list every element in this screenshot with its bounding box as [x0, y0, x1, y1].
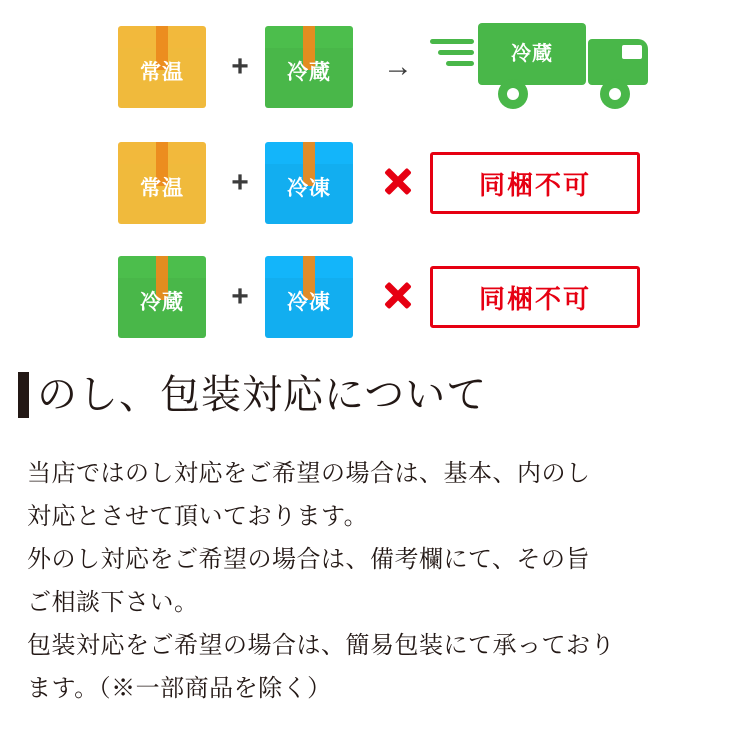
box-normal-temp: [118, 142, 206, 224]
box-label: 冷蔵: [287, 61, 331, 84]
section-heading: [18, 372, 487, 418]
not-combinable-label: 同梱不可: [478, 283, 591, 314]
box-label: 常温: [140, 61, 184, 84]
box-frozen: [265, 256, 353, 338]
plus-sign: +: [231, 50, 249, 83]
box-label: 冷凍: [287, 177, 331, 200]
box-label: 冷凍: [287, 291, 331, 314]
cross-mark-icon: [375, 278, 421, 317]
page-title: のし、包装対応について: [37, 373, 488, 417]
truck-label: 冷蔵: [511, 43, 553, 65]
cross-mark-icon: [375, 164, 421, 203]
matrix-row: [0, 12, 750, 122]
arrow-right-icon: →: [383, 50, 413, 83]
body-text: [27, 452, 727, 710]
not-combinable-plate: [430, 152, 640, 214]
truck-wheel: [498, 79, 528, 109]
truck-cab: [588, 39, 648, 85]
heading-accent-bar: [18, 372, 29, 418]
box-label: 冷蔵: [140, 291, 184, 314]
body-line: ご相談下さい。: [27, 589, 199, 616]
plus-sign: +: [231, 166, 249, 199]
shipping-combination-matrix: [0, 0, 750, 352]
not-combinable-plate: [430, 266, 640, 328]
body-line: ます。（※一部商品を除く）: [27, 675, 332, 702]
not-combinable-label: 同梱不可: [478, 169, 591, 200]
delivery-truck-icon: [430, 21, 660, 113]
speed-lines-icon: [430, 39, 476, 69]
box-normal-temp: [118, 26, 206, 108]
matrix-row: [0, 128, 750, 238]
body-line: 対応とさせて頂いております。: [27, 503, 369, 530]
truck-wheel: [600, 79, 630, 109]
body-line: 当店ではのし対応をご希望の場合は、基本、内のし: [27, 460, 591, 487]
box-chilled: [118, 256, 206, 338]
box-label: 常温: [140, 177, 184, 200]
truck-cargo: [478, 23, 586, 85]
box-chilled: [265, 26, 353, 108]
body-line: 包装対応をご希望の場合は、簡易包装にて承っており: [27, 632, 615, 659]
box-frozen: [265, 142, 353, 224]
plus-sign: +: [231, 280, 249, 313]
body-line: 外のし対応をご希望の場合は、備考欄にて、その旨: [27, 546, 591, 573]
matrix-row: [0, 242, 750, 352]
